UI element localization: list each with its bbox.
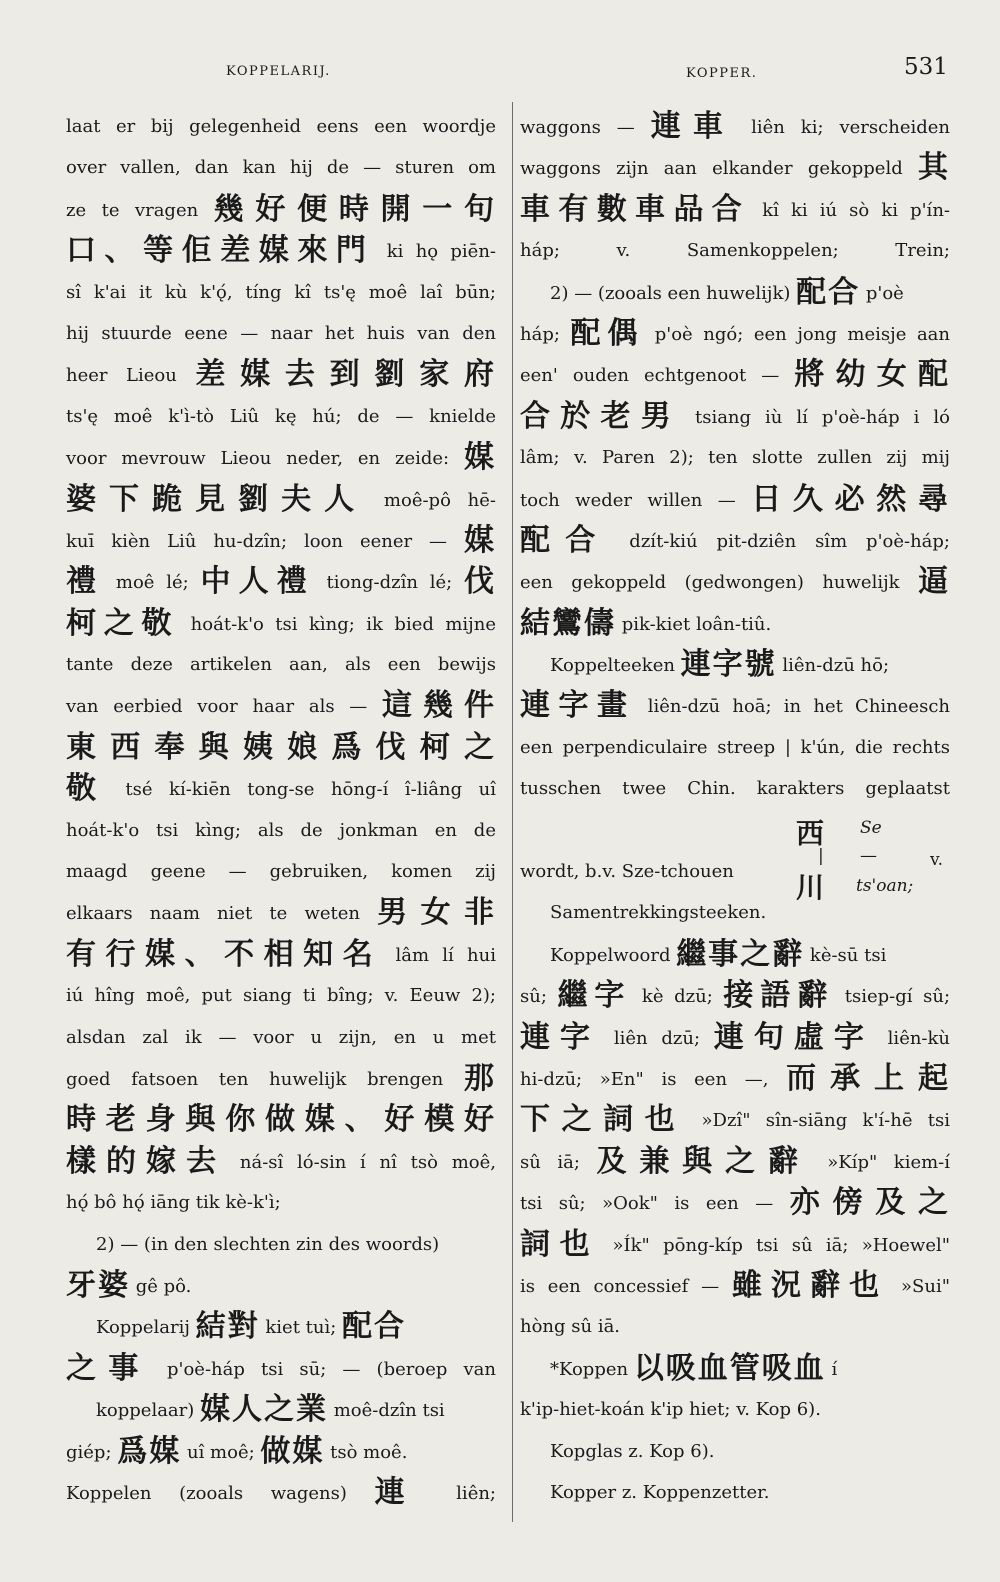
text-line (66, 106, 496, 147)
text-run: hoát-k'o tsi kìng; ik bied mijne (179, 613, 496, 635)
text-run: Koppelarij (96, 1317, 196, 1339)
text-line (66, 230, 496, 271)
chinese-characters: 配合 (520, 522, 611, 558)
text-line (66, 1431, 496, 1472)
text-line (66, 1348, 496, 1389)
text-run: liên-dzū hoā; in het Chineesch (635, 696, 950, 718)
text-run: Kopglas z. Kop 6). (550, 1440, 715, 1462)
chinese-characters: 口、等佢差媒來門 (66, 233, 375, 269)
chinese-characters: 伐 (464, 564, 496, 600)
char-se: 西 (796, 817, 825, 850)
text-run: Koppelen (zooals wagens) (66, 1482, 375, 1504)
text-run: ki hǫ piēn- (374, 241, 497, 263)
text-run: »Kíp" kiem-í (810, 1151, 951, 1173)
text-run: Kopper z. Koppenzetter. (550, 1481, 770, 1503)
chinese-characters: 媒 (464, 440, 496, 476)
chinese-characters: 幾好便時開一句 (213, 191, 496, 227)
chinese-characters: 敬 (66, 771, 109, 807)
text-run: een gekoppeld (gedwongen) huwelijk (520, 572, 918, 594)
text-run: p'oè (860, 282, 904, 304)
text-line (520, 892, 950, 933)
chinese-characters: 爲媒 (117, 1433, 182, 1469)
chinese-characters: 男女非 (377, 895, 497, 931)
chinese-characters: 接語辭 (723, 978, 835, 1014)
text-line (520, 189, 950, 230)
text-line (520, 1265, 950, 1306)
chinese-characters: 逼 (918, 564, 950, 600)
chinese-characters: 配偶 (570, 315, 645, 351)
text-run: kiet tuì; (259, 1317, 343, 1339)
chinese-characters: 柯之敬 (66, 605, 180, 641)
text-run: goed fatsoen ten huwelijk brengen (66, 1068, 464, 1090)
text-run: tsiang iù lí p'oè-háp i ló (681, 406, 950, 428)
chinese-characters: 牙婆 (66, 1267, 130, 1303)
chinese-characters: 合於老男 (520, 398, 681, 434)
text-line (66, 147, 496, 188)
chinese-characters: 這幾件 (382, 688, 496, 724)
chinese-characters: 東西奉與姨娘爲伐柯之 (66, 729, 496, 765)
text-run: kî ki iú sò ki p'ín- (750, 199, 950, 221)
text-run: 2) — (in den slechten zin des woords) (96, 1233, 440, 1255)
text-line (66, 1265, 496, 1306)
chinese-characters: 樣的嫁去 (66, 1143, 227, 1179)
text-line (66, 561, 496, 602)
text-run: waggons zijn aan elkander gekoppeld (520, 158, 918, 180)
text-line (520, 727, 950, 768)
chinese-characters: 及兼與之辭 (596, 1143, 811, 1179)
chinese-characters: 有行媒、不相知名 (66, 936, 383, 972)
text-line (520, 1389, 950, 1430)
text-run: een perpendiculaire streep | k'ún, die rechts (520, 736, 950, 758)
text-line (520, 479, 950, 520)
chinese-characters: 將幼女配 (794, 357, 951, 393)
text-run: laat er bij gelegenheid eens een woordje (66, 116, 496, 137)
text-line (66, 892, 496, 933)
chinese-characters: 之事 (66, 1350, 151, 1386)
chinese-characters: 配合 (342, 1309, 407, 1345)
vertical-bar: | (818, 846, 824, 866)
text-line (520, 810, 950, 851)
chinese-characters: 連車 (650, 109, 736, 144)
text-run: »Dzî" sîn-siāng k'í-hē tsi (686, 1110, 950, 1132)
text-line (66, 1017, 496, 1058)
text-run: voor mevrouw Lieou neder, en zeide: (66, 448, 464, 470)
text-line (520, 603, 950, 644)
text-run: kuī kièn Liû hu-dzîn; loon eener — (66, 530, 464, 552)
text-line (520, 437, 950, 478)
text-line (66, 354, 496, 395)
rom-tchouen: ts'oan; (856, 876, 914, 896)
text-line (520, 975, 950, 1016)
text-line (520, 147, 950, 188)
text-line (66, 644, 496, 685)
text-run: dzít-kiú pit-dziên sîm p'oè-háp; (610, 530, 951, 552)
text-run: moê-dzîn tsi (328, 1400, 445, 1422)
text-run: maagd geene — gebruiken, komen zij (66, 861, 496, 883)
text-run: giép; (66, 1441, 118, 1463)
text-run: liên dzū; (600, 1027, 714, 1049)
text-run: háp; v. Samenkoppelen; Trein; (520, 240, 950, 262)
text-line (520, 1306, 950, 1347)
text-line (66, 1099, 496, 1140)
text-line (520, 768, 950, 809)
text-line (66, 272, 496, 313)
text-line (520, 1182, 950, 1223)
text-run: sû; (520, 986, 558, 1008)
text-line (66, 1141, 496, 1182)
chinese-characters: 差媒去到劉家府 (195, 357, 496, 393)
text-run: van eerbied voor haar als — (66, 696, 382, 718)
dash: — (860, 846, 877, 866)
text-line (520, 1017, 950, 1058)
text-run: een' ouden echtgenoot — (520, 365, 795, 387)
text-run: moê lé; (104, 572, 201, 594)
text-run: Samentrekkingsteeken. (550, 902, 767, 924)
text-run: waggons — (520, 117, 651, 138)
text-line (520, 1141, 950, 1182)
chinese-characters: 而承上起 (786, 1060, 951, 1096)
chinese-characters: 中人禮 (200, 564, 315, 600)
text-line (520, 685, 950, 726)
chinese-characters: 配合 (796, 274, 861, 310)
text-line (66, 685, 496, 726)
text-line (66, 934, 496, 975)
text-line (520, 1058, 950, 1099)
text-run: ts'ę moê k'ì-tò Liû kę hú; de — knielde (66, 405, 496, 427)
text-line (66, 313, 496, 354)
text-run: liên; (428, 1482, 497, 1504)
text-run: liên-dzū hō; (776, 655, 890, 677)
text-run: hij stuurde eene — naar het huis van den (66, 322, 496, 344)
text-run: tsiep-gí sû; (834, 986, 951, 1008)
text-line (520, 1348, 950, 1389)
text-line (520, 1099, 950, 1140)
text-run: hi-dzū; »En" is een —, (520, 1068, 787, 1090)
text-line (66, 727, 496, 768)
text-line (520, 396, 950, 437)
chinese-characters: 繼字 (557, 978, 632, 1014)
text-run: moê-pô hē- (367, 489, 496, 511)
text-line (520, 1224, 950, 1265)
text-run: lâm; v. Paren 2); ten slotte zullen zij mij (520, 447, 950, 469)
page-number: 531 (904, 54, 948, 80)
running-header-right: KOPPER. (686, 66, 758, 81)
text-line (520, 561, 950, 602)
chinese-characters: 結對 (195, 1309, 260, 1345)
right-column (520, 106, 950, 1513)
text-run: lâm lí hui (382, 944, 496, 966)
chinese-characters: 連字畫 (520, 688, 636, 724)
text-line (66, 189, 496, 230)
chinese-characters: 媒 (464, 522, 496, 558)
text-run: »Sui" (888, 1275, 950, 1297)
text-run: ná-sî ló-sin í nî tsò moê, (226, 1151, 496, 1173)
text-run: toch weder willen — (520, 489, 752, 511)
text-line (66, 520, 496, 561)
text-line (66, 1182, 496, 1223)
text-run: p'oè-háp tsi sū; — (beroep van (150, 1358, 496, 1380)
text-run: tusschen twee Chin. karakters geplaatst (520, 778, 950, 800)
text-run: »Ík" pōng-kíp tsi sû iā; »Hoewel" (599, 1234, 951, 1256)
text-run: tante deze artikelen aan, als een bewijs (66, 654, 496, 676)
text-line (66, 1224, 496, 1265)
text-run: alsdan zal ik — voor u zijn, en u met (66, 1026, 496, 1048)
text-line (520, 1431, 950, 1472)
running-header-left: KOPPELARIJ. (226, 64, 331, 79)
text-run: over vallen, dan kan hij de — sturen om (66, 157, 496, 179)
text-run: hòng sû iā. (520, 1316, 621, 1338)
chinese-characters: 婆下跪見劉夫人 (66, 481, 368, 517)
text-run: tsò moê. (324, 1441, 408, 1463)
text-line (66, 1472, 496, 1513)
text-run: sî k'ai it kù k'ǫ́, tíng kî ts'ę moê laî būn; (66, 281, 496, 303)
text-line (66, 1389, 496, 1430)
text-run: háp; (520, 323, 571, 345)
text-run: liên-kù (873, 1027, 951, 1049)
text-run: iú hîng moê, put siang ti bîng; v. Eeuw 2); (66, 985, 496, 1007)
chinese-characters: 日久必然尋 (751, 481, 950, 517)
rom-se: Se (860, 818, 882, 838)
chinese-characters: 雖況辭也 (731, 1267, 889, 1303)
chinese-characters: 詞也 (520, 1226, 600, 1262)
text-line (520, 354, 950, 395)
column-divider (512, 102, 513, 1522)
text-run: p'oè ngó; een jong meisje aan (644, 323, 951, 345)
text-line (520, 272, 950, 313)
chinese-characters: 結鸞儔 (520, 605, 616, 641)
text-run: pik-kiet loân-tiû. (616, 613, 772, 635)
text-line (66, 1058, 496, 1099)
text-run: heer Lieou (66, 365, 196, 387)
chinese-characters: 做媒 (260, 1433, 325, 1469)
chinese-characters: 其 (918, 150, 950, 186)
v-abbrev: v. (930, 850, 943, 870)
chinese-characters: 那 (464, 1060, 496, 1096)
text-run: is een concessief — (520, 1275, 732, 1297)
char-tchouen: 川 (796, 871, 825, 904)
text-run: ze te vragen (66, 199, 214, 221)
text-line (520, 520, 950, 561)
chinese-characters: 車有數車品合 (520, 191, 751, 227)
text-run: sû iā; (520, 1151, 597, 1173)
chinese-characters: 禮 (66, 564, 105, 600)
text-run: kè-sū tsi (804, 944, 887, 966)
text-line (66, 768, 496, 809)
text-line (66, 975, 496, 1016)
text-line (66, 1306, 496, 1347)
text-line (520, 1472, 950, 1513)
text-run: uî moê; (181, 1441, 261, 1463)
text-run: gê pô. (130, 1275, 192, 1297)
text-run: tsé kí-kiēn tong-se hōng-í î-liâng uî (108, 779, 496, 801)
chinese-characters: 以吸血管吸血 (633, 1350, 826, 1386)
text-line (66, 810, 496, 851)
text-line (66, 479, 496, 520)
chinese-characters: 下之詞也 (520, 1102, 687, 1138)
text-run: liên ki; verscheiden (735, 117, 950, 138)
text-run: *Koppen (550, 1358, 634, 1380)
chinese-characters: 媒人之業 (200, 1392, 329, 1428)
text-run: tiong-dzîn lé; (314, 572, 464, 594)
text-run: elkaars naam niet te weten (66, 903, 378, 925)
text-run: í (825, 1358, 838, 1380)
text-run: hǫ́ bô hǫ́ iāng tik kè-k'ì; (66, 1192, 281, 1214)
text-line (66, 396, 496, 437)
chinese-characters: 亦傍及之 (789, 1185, 951, 1221)
text-run: hoát-k'o tsi kìng; als de jonkman en de (66, 819, 496, 841)
chinese-characters: 連字 (520, 1019, 601, 1055)
text-line (520, 934, 950, 975)
text-line (520, 106, 950, 147)
chinese-characters: 繼事之辭 (676, 936, 805, 972)
text-run: koppelaar) (96, 1400, 201, 1422)
text-line (520, 230, 950, 271)
text-line (520, 644, 950, 685)
text-run: 2) — (zooals een huwelijk) (550, 282, 797, 304)
text-line (66, 603, 496, 644)
text-run: Koppelwoord (550, 944, 677, 966)
text-run: kè dzū; (631, 986, 724, 1008)
text-line (66, 851, 496, 892)
chinese-characters: 時老身與你做媒、好模好 (66, 1102, 496, 1138)
left-column (66, 106, 496, 1513)
text-line (66, 437, 496, 478)
chinese-characters: 連 (374, 1474, 429, 1510)
text-run: wordt, b.v. Sze-tchouen (520, 861, 734, 883)
text-run: Koppelteeken (550, 655, 681, 677)
text-line (520, 313, 950, 354)
chinese-characters: 連字號 (680, 647, 777, 683)
text-run: tsi sû; »Ook" is een — (520, 1193, 790, 1215)
text-run: k'ip-hiet-koán k'ip hiet; v. Kop 6). (520, 1399, 821, 1421)
chinese-characters: 連句虛字 (713, 1019, 874, 1055)
